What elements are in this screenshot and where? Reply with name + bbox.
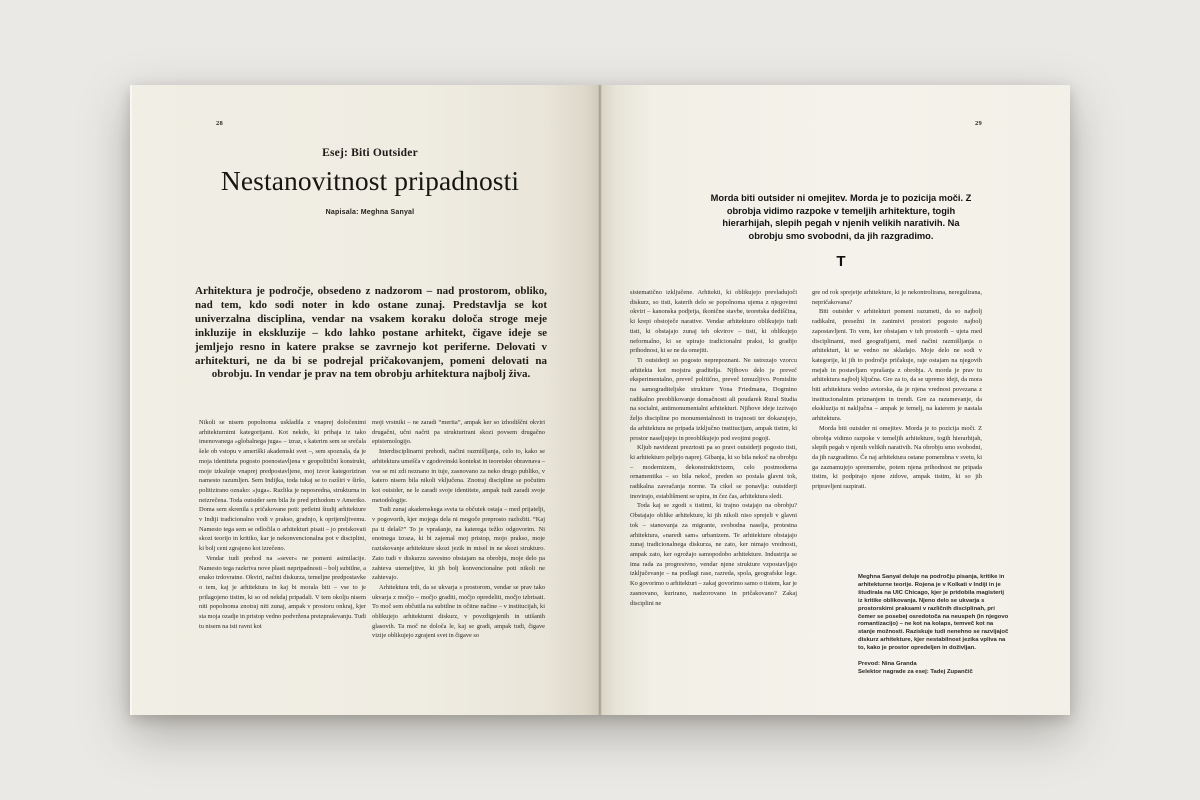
page29-column-1 [630, 288, 797, 692]
paragraph: gre od rok sprejetje arhitekture, ki je nekontrolirana, neregulirana, nepričakovana? [812, 289, 982, 306]
essay-byline: Napisala: Meghna Sanyal [325, 209, 415, 216]
paragraph: moji vrstniki – ne zaradi “merita”, ampak ker so izhodiščni okviri drugačni, učni načrti pa strukturirani skozi povsem drugačno epistemologijo. [372, 419, 545, 446]
page-number-left: 28 [216, 120, 223, 127]
credits [858, 661, 1010, 677]
paragraph: Arhitektura trdi, da se ukvarja s prostorom, vendar se prav tako ukvarja z močjo – močjo graditi, močjo opredeliti, močjo izbrisati. To moč sem občutila na subtilne in očitne načine – v institucijah, ki oblikujejo arhitekturni diskurz, v povzdignjenih in utišanih glasovih. Ta moč ne določa le, kaj se gradi, ampak tudi, čigave vizije oblikujejo zgrajeni svet in čigave so [372, 583, 545, 640]
paragraph: Prevod: Nina Granda [858, 661, 917, 668]
author-bio-text: Meghna Sanyal deluje na področju pisanja, kritike in arhitekturne teorije. Rojena je v Kolkati v Indiji in je študirala na UIC Chicago, kjer je pridobila magisterij iz kritike oblikovanja. Njeno delo se ukvarja s prostorskimi praksami v različnih disciplinah, pri čemer se posebej osredotoča na neuspeh (in njegovo romantizacijo) – ne kot na kolaps, temveč kot na stanje možnosti. Raziskuje tudi nenehno se razvijajoč diskurz arhitekture, kjer nestabilnost jezika vpliva na to, kako je prostor opredeljen in doživljan. [858, 574, 1009, 652]
page-28 [130, 85, 600, 715]
page29-column-2 [812, 288, 982, 588]
paragraph: Tudi zunaj akademskega sveta ta občutek ostaja – med prijatelji, v pogovorih, kjer mojega dela ni mogoče preprosto razložiti. “Kaj pa ti delaš?” To je vprašanje, na katerega težko odgovorim. Ni enotnega izraza, ki bi zajemal moj pristop, mojo prakso, moje raziskovanje arhitekture skozi jezik in misel in ne skozi strukturo. Zato tudi v diskurzu zavestno obstajam na obrobju, moje delo pa zahteva utemeljitve, ki jih bolj konvencionalne poti nikoli ne zahtevajo. [372, 506, 545, 582]
section-initial: T [836, 253, 846, 270]
paragraph: Toda kaj se zgodi s tistimi, ki trajno ostajajo na obrobju? Obstajajo oblike arhitekture, ki jih nikoli niso sprejeli v glavni tok – stanovanja za migrante, svobodna naselja, protestna arhitektura, »naredi sam« urbanizem. Te arhitekture obstajajo zunaj tradicionalnega diskurza, ne zato, ker nimajo vrednosti, ampak zato, ker ogrožajo samopodobo arhitekture. Industrija se ima rada za progresivno, vendar njene strukture vzpostavljajo izključevanje – na podlagi rase, razreda, spola, geografske lege. Ko govorimo o arhitekturi – zakaj govorimo samo o tistem, kar je zasnovano, kurirano, nadzorovano in pričakovano? Zakaj disciplini ne [630, 502, 797, 607]
paragraph: Nikoli se nisem popolnoma uskladila z vnaprej določenimi arhitekturnimi kategorijami. Kot nekdo, ki prihaja iz tako imenovanega »globalnega juga« – izraz, s katerim sem se srečala šele ob vstopu v ameriški akademski svet –, sem spoznala, da je moja identiteta pogosto poenostavljena v geopolitični konstrukt, moje izkušnje vnaprej predpostavljene, moj izvor kategoriziran namesto razumljen. Sem Indijka, toda tukaj se to razširi v širšo, politizirano oznako: »juga«. Razlika je neposredna, strukturna in neizrečena. Toda outsider sem bila že pred prihodom v Ameriko. Doma sem skrenila s pričakovane poti: petletni študij arhitekture v Indiji tradicionalno vodi v prakso, gradnjo, k oprijemljivemu. Namesto tega sem se odločila o arhitekturi pisati – jo preiskovati skozi teorijo in kritiko, kar je nekonvencionalna pot v disciplini, ki bolj ceni zgrajeno kot izrečeno. [199, 419, 366, 553]
pull-quote: Morda biti outsider ni omejitev. Morda je to pozicija moči. Z obrobja vidimo razpoke v temeljih arhitekture, togih hierarhijah, slepih pegah v njenih velikih narativih. Na obrobju smo svobodni, da jih razgradimo. [710, 193, 972, 241]
essay-intro: Arhitektura je področje, obsedeno z nadzorom – nad prostorom, obliko, nad tem, kdo sodi noter in kdo ostane zunaj. Predstavlja se kot univerzalna disciplina, vendar na vsakem koraku določa stroge meje inkluzije in ekskluzije – kdo lahko postane arhitekt, čigave ideje se jemljejo resno in katere prakse se zavrnejo kot periferne. Delovati v arhitekturi, ne da bi se podrejal pričakovanjem, pomeni delovati na obrobju. In vendar je prav na tem obrobju arhitektura najbolj živa. [195, 285, 547, 381]
paragraph: Morda biti outsider ni omejitev. Morda je to pozicija moči. Z obrobja vidimo razpoke v temeljih arhitekture, togih hierarhijah, slepih pegah v njenih velikih narativih. Na obrobju smo svobodni, da jih razgradimo. Če naj arhitektura ostane pomembna v svetu, ki ga zaznamujejo spremembe, potem njena prihodnost ne pripada tistim, ki podpirajo njene zidove, ampak tistim, ki so jih pripravljeni razpirati. [812, 424, 982, 491]
page-29 [600, 85, 1070, 715]
paragraph: Vendar tudi prehod na »sever« ne pomeni asimilacije. Namesto tega razkriva nove plasti nepripadnosti – bolj subtilne, a enako trdovratne. Okviri, načini diskurza, temeljne predpostavke o tem, kaj je arhitektura in kaj bi morala biti – vse to je prilagojeno tistim, ki so od nekdaj pripadali. V tem okolju nisem niti popolnoma znotraj niti zunaj, ampak v prostoru onkraj, kjer sta moja ozadje in pristop vedno podvržena preizpraševanju. Tudi tu nisem na isti ravni kot [199, 554, 366, 630]
paragraph: Ti outsiderji so pogosto neprepoznani. Ne ustrezajo vzorcu arhitekta kot mojstra graditelja. Njihovo delo je preveč eksperimentalno, preveč politično, preveč izmuzljivo. Pomislite na samograditeljske strukture Yona Friedmana, Dogmino radikalno preoblikovanje domačnosti ali poudarek Rural Studia na socialni, antimonumentalni arhitekturi. Njihove ideje izzivajo željo discipline po monumentalnosti in trajnosti ter dokazujejo, da arhitektura ne pripada izključno institucijam, ampak tistim, ki prostor naseljujejo in preoblikujejo pod svojimi pogoji. [630, 356, 797, 442]
essay-kicker: Esej: Biti Outsider [322, 147, 418, 159]
page28-column-1 [199, 418, 366, 694]
paragraph: sistematično izključene. Arhitekti, ki oblikujejo prevladujoči diskurz, so tisti, katerih delo se popolnoma ujema z njegovimi okviri – kanonska podjetja, ikonične stavbe, teoretska dediščina, ki krepi obstoječe narative. Vendar arhitekturo oblikujejo tudi tisti, ki obstajajo zunaj teh okvirov – tisti, ki oblikujejo neformalno, ki se upirajo tradicionalni praksi, ki gradijo prihodnost, ki se ne da omejiti. [630, 289, 797, 355]
paragraph: Selektor nagrade za esej: Tadej Zupančič [858, 668, 973, 675]
magazine-spread [130, 85, 1070, 715]
author-bio [858, 574, 1010, 677]
essay-title: Nestanovitnost pripadnosti [220, 165, 520, 196]
paragraph: Biti outsider v arhitekturi pomeni razumeti, da so najbolj radikalni, presežni in zanimivi prostori pogosto najbolj zapostavljeni. To vem, ker obstajam v teh prostorih – ujeta med disciplinami, med geografijami, med načini razmišljanja o arhitekturi, ki se vedno ne skladajo. Moje delo ne sodi v kategorije, ki jih to področje pričakuje, raje ostajam na njegovih mejah in postavljam vprašanja z obrobja. A morda je prav tu arhitektura najbolj ključna. Gre za to, da se upremo ideji, da mora biti arhitektura vedno avtorska, da je njena vrednost povezana z institucionalnim priznanjem in trendi. Gre za razumevanje, da ekskluzija ni naključna – ampak je temelj, na katerem je nastala arhitektura. [812, 308, 982, 423]
page-number-right: 29 [975, 120, 982, 127]
spine-shadow [599, 85, 601, 715]
page28-column-2 [372, 418, 545, 694]
paragraph: Kljub navidezni prezrtosti pa so pravi outsiderji pogosto tisti, ki arhitekturo peljejo naprej. Gibanja, ki so bila nekoč na obrobju – modernizem, dekonstruktivizem, celo postmoderna ornamentika – so bila nekoč, preden so postala glavni tok, radikalna zavračanja norme. Ta cikel se ponavlja: outsiderji inovirajo, establišment se upira, in čez čas, arhitektura sledi. [630, 444, 797, 500]
paragraph: Interdisciplinarni prehodi, načini razmišljanja, celo to, kako se arhitektura umešča v zgodovinski kontekst in teoretsko obravnava – vse se mi zdi neznano in tuje, zasnovano za neko drugo publiko, v katero nisem bila nikoli vključena. Znotraj discipline se počutim kot outsider, ne le zaradi svoje identitete, ampak tudi zaradi svoje metodologije. [372, 448, 545, 504]
